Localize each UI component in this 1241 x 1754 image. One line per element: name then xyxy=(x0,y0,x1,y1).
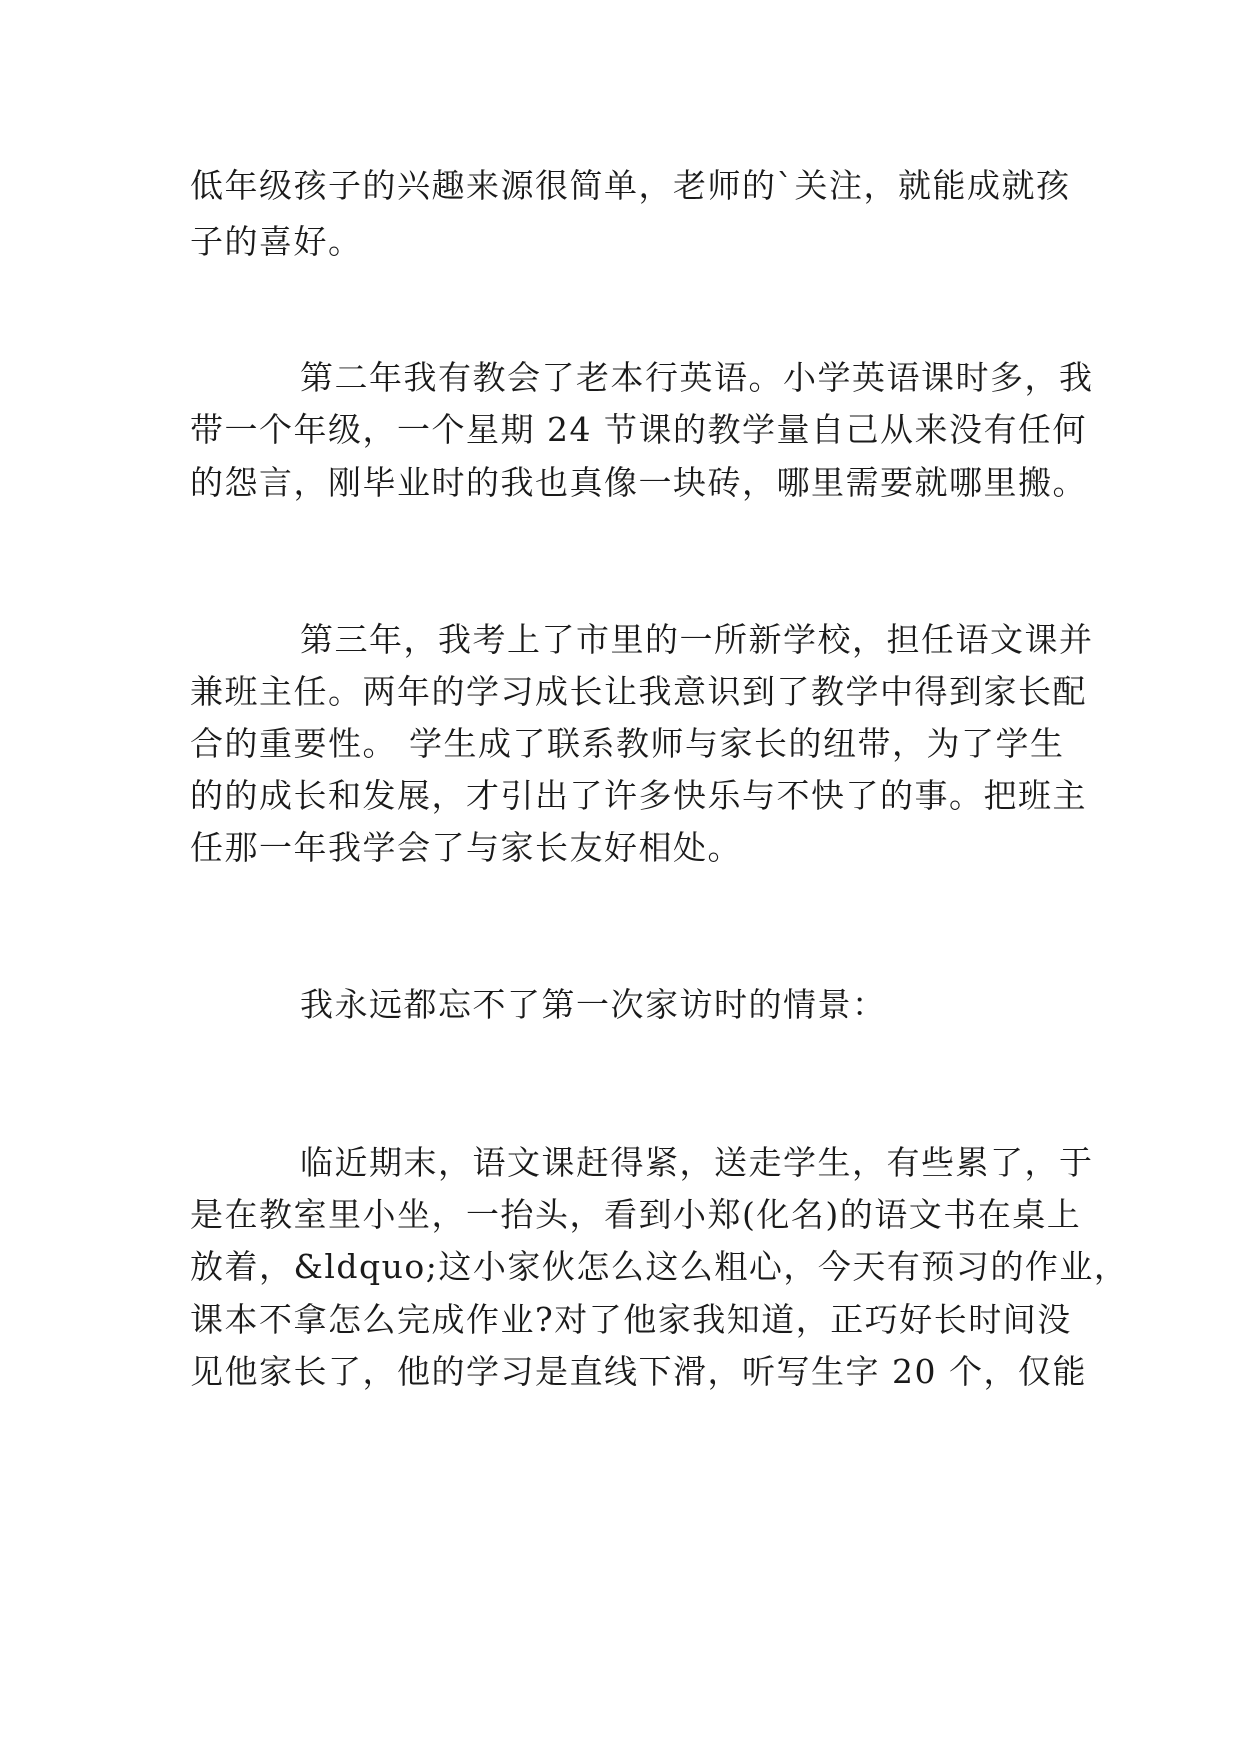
paragraph-2-line-3: 的怨言，刚毕业时的我也真像一块砖，哪里需要就哪里搬。 xyxy=(190,463,1087,502)
paragraph-5-line-1: 临近期末，语文课赶得紧，送走学生，有些累了，于 xyxy=(300,1143,1094,1182)
paragraph-3-line-1: 第三年，我考上了市里的一所新学校，担任语文课并 xyxy=(300,620,1094,659)
paragraph-1-line-2: 子的喜好。 xyxy=(190,222,363,261)
paragraph-3-line-4: 的的成长和发展，才引出了许多快乐与不快了的事。把班主 xyxy=(190,776,1087,815)
paragraph-2-line-2: 带一个年级，一个星期 24 节课的教学量自己从来没有任何 xyxy=(190,410,1087,449)
paragraph-5-line-5: 见他家长了，他的学习是直线下滑，听写生字 20 个，仅能 xyxy=(190,1352,1087,1391)
paragraph-3-line-5: 任那一年我学会了与家长友好相处。 xyxy=(190,828,742,867)
paragraph-2-line-1: 第二年我有教会了老本行英语。小学英语课时多，我 xyxy=(300,358,1094,397)
paragraph-3-line-3: 合的重要性。 学生成了联系教师与家长的纽带，为了学生 xyxy=(190,724,1065,763)
paragraph-4-line-1: 我永远都忘不了第一次家访时的情景： xyxy=(300,985,887,1024)
paragraph-3-line-2: 兼班主任。两年的学习成长让我意识到了教学中得到家长配 xyxy=(190,672,1087,711)
paragraph-1-line-1: 低年级孩子的兴趣来源很简单，老师的`关注，就能成就孩 xyxy=(190,166,1071,205)
paragraph-5-line-2: 是在教室里小坐，一抬头，看到小郑(化名)的语文书在桌上 xyxy=(190,1195,1082,1234)
paragraph-5-line-3: 放着，&ldquo;这小家伙怎么这么粗心，今天有预习的作业， xyxy=(190,1247,1129,1286)
paragraph-5-line-4: 课本不拿怎么完成作业?对了他家我知道，正巧好长时间没 xyxy=(190,1300,1072,1339)
